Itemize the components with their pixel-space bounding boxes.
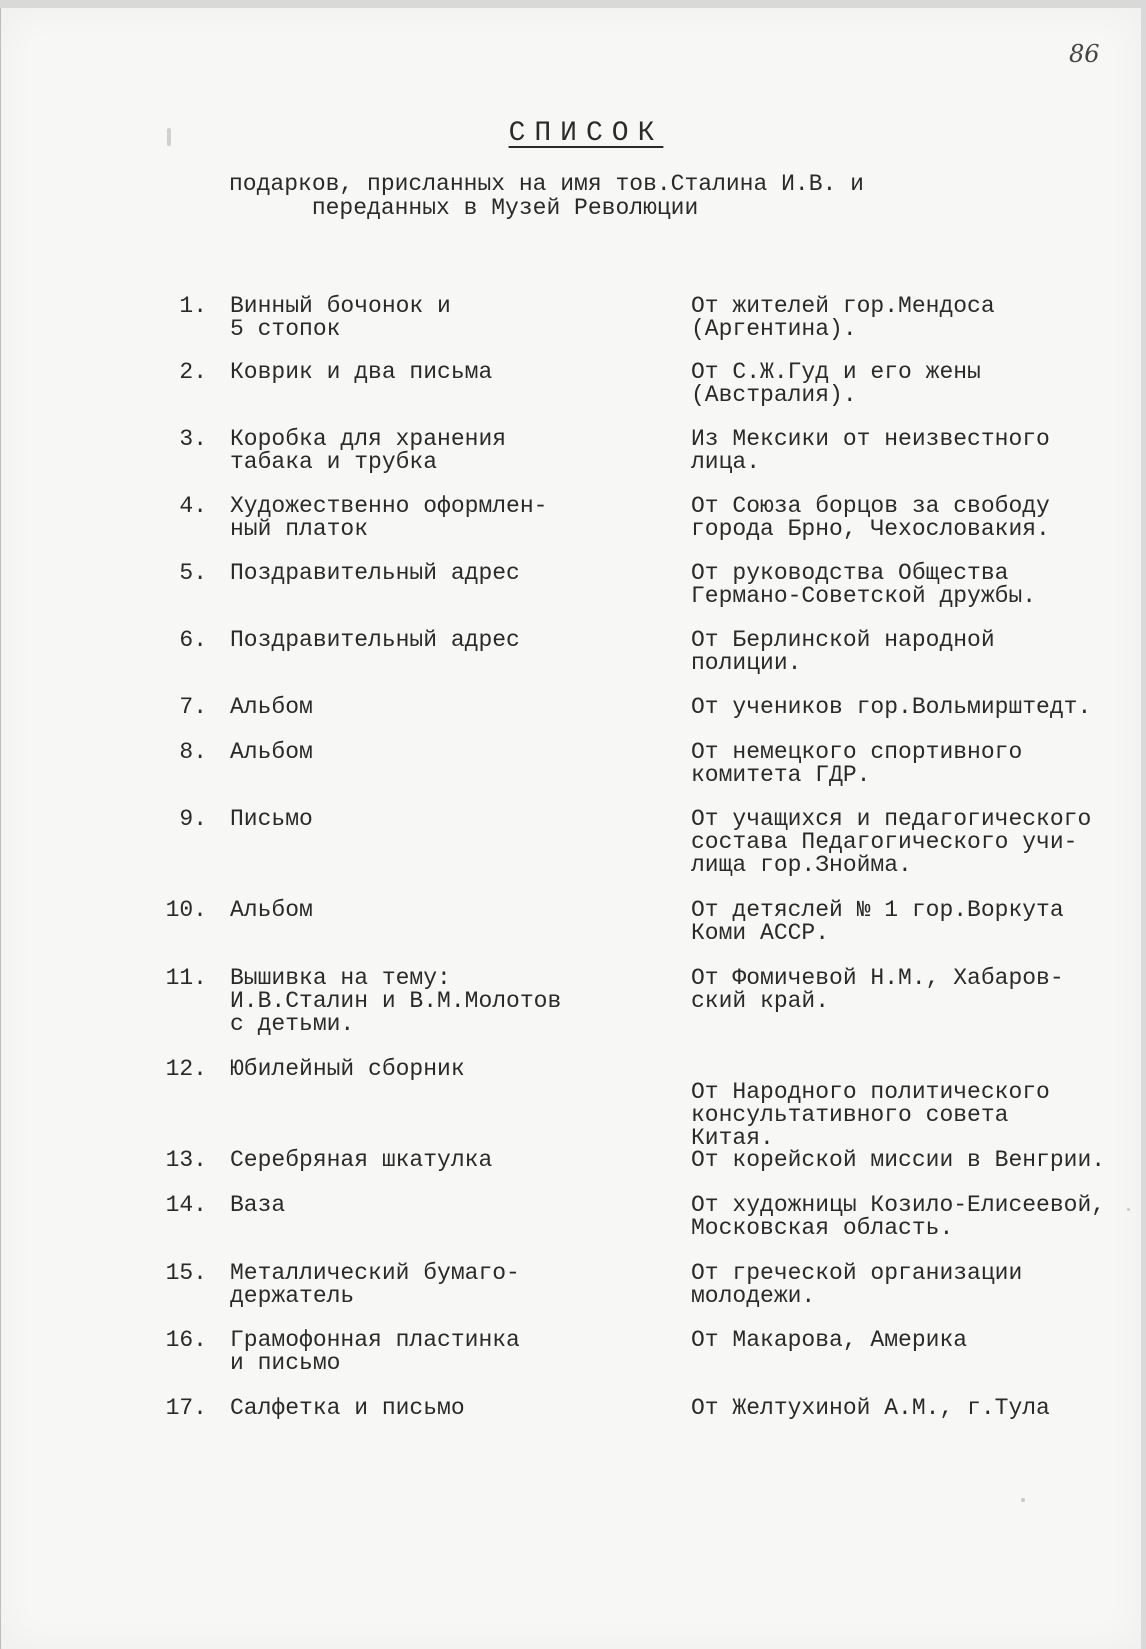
gift-description: Ваза <box>230 1192 286 1218</box>
entry-number: 11. <box>165 965 207 991</box>
entry-number: 13. <box>165 1147 207 1173</box>
gift-source: От греческой организации молодежи. <box>691 1260 1023 1309</box>
gift-source: От Народного политического консультативного совета Китая. <box>691 1079 1050 1151</box>
gift-description: Юбилейный сборник <box>230 1056 465 1082</box>
gift-description: Художественно оформлен- ный платок <box>230 493 548 542</box>
gift-description: Металлический бумаго- держатель <box>230 1260 520 1309</box>
gift-source: От жителей гор.Мендоса (Аргентина). <box>691 293 995 342</box>
gift-description: Альбом <box>230 739 313 765</box>
gift-description: Альбом <box>230 694 313 720</box>
entry-number: 12. <box>165 1056 207 1082</box>
entry-number: 17. <box>165 1395 207 1421</box>
gift-source: От Союза борцов за свободу города Брно, Чехословакия. <box>691 493 1050 542</box>
document-subtitle: подарков, присланных на имя тов.Сталина И.В. и переданных в Музей Революции <box>229 171 864 221</box>
entry-number: 9. <box>179 806 207 832</box>
entry-number: 6. <box>179 627 207 653</box>
entry-number: 14. <box>165 1192 207 1218</box>
entry-number: 1. <box>179 293 207 319</box>
entry-number: 7. <box>179 694 207 720</box>
gift-source: Из Мексики от неизвестного лица. <box>691 426 1050 475</box>
gift-source: От корейской миссии в Венгрии. <box>691 1147 1106 1173</box>
gift-source: От художницы Козило-Елисеевой, Московская область. <box>691 1192 1106 1241</box>
entry-number: 4. <box>179 493 207 519</box>
gift-source: От учащихся и педагогического состава Педагогического учи- лища гор.Знойма. <box>691 806 1092 878</box>
entry-number: 8. <box>179 739 207 765</box>
gift-description: Альбом <box>230 897 313 923</box>
gift-source: От Берлинской народной полиции. <box>691 627 995 676</box>
paper-speck <box>1021 1498 1025 1502</box>
entry-number: 5. <box>179 560 207 586</box>
gift-description: Салфетка и письмо <box>230 1395 465 1421</box>
gift-source: От Макарова, Америка <box>691 1327 968 1353</box>
gift-source: От руководства Общества Германо-Советской дружбы. <box>691 560 1037 609</box>
entry-number: 10. <box>165 897 207 923</box>
gift-description: Коробка для хранения табака и трубка <box>230 426 507 475</box>
gift-source: От Фомичевой Н.М., Хабаров- ский край. <box>691 965 1064 1014</box>
gift-description: Коврик и два письма <box>230 359 493 385</box>
gift-description: Поздравительный адрес <box>230 560 520 586</box>
entry-number: 16. <box>165 1327 207 1353</box>
gift-description: Вышивка на тему: И.В.Сталин и В.М.Молотов с детьми. <box>230 965 562 1037</box>
paper-speck <box>1127 1208 1130 1211</box>
document-title: СПИСОК <box>508 118 664 149</box>
entry-number: 15. <box>165 1260 207 1286</box>
gift-description: Серебряная шкатулка <box>230 1147 493 1173</box>
paper-speck <box>167 128 171 146</box>
gift-description: Винный бочонок и 5 стопок <box>230 293 451 342</box>
entry-number: 2. <box>179 359 207 385</box>
gift-source: От Желтухиной А.М., г.Тула <box>691 1395 1050 1421</box>
gift-description: Письмо <box>230 806 313 832</box>
gift-source: От учеников гор.Вольмирштедт. <box>691 694 1092 720</box>
gift-description: Грамофонная пластинка и письмо <box>230 1327 520 1376</box>
entry-number: 3. <box>179 426 207 452</box>
document-page <box>0 8 1141 1649</box>
gift-description: Поздравительный адрес <box>230 627 520 653</box>
gift-source: От детяслей № 1 гор.Воркута Коми АССР. <box>691 897 1064 946</box>
gift-source: От С.Ж.Гуд и его жены (Австралия). <box>691 359 981 408</box>
page-number: 86 <box>1069 40 1100 68</box>
gift-source: От немецкого спортивного комитета ГДР. <box>691 739 1023 788</box>
